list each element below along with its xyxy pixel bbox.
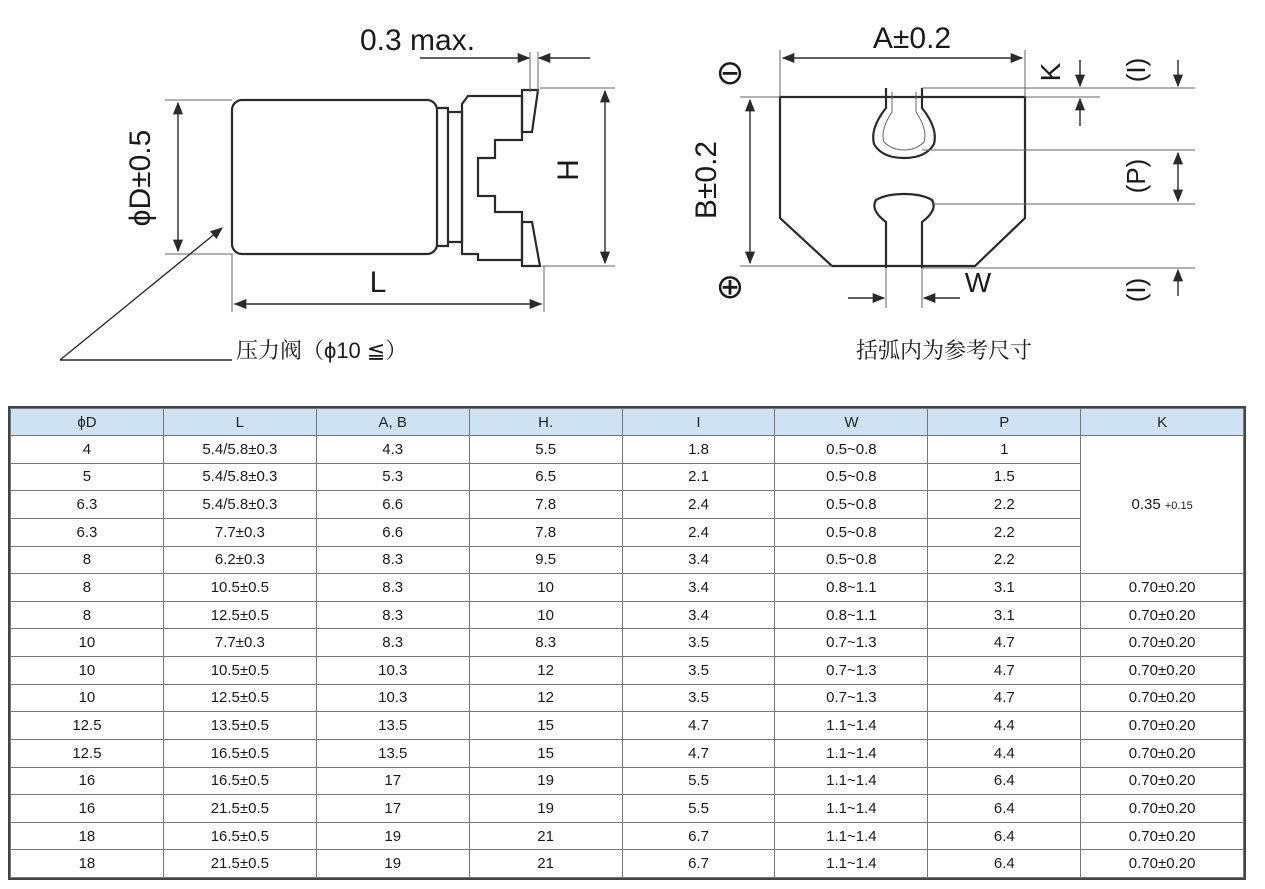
table-cell: 2.4 <box>622 491 775 519</box>
table-cell: 4.3 <box>316 436 469 464</box>
table-cell: 5.4/5.8±0.3 <box>163 463 316 491</box>
table-cell: 7.7±0.3 <box>163 629 316 657</box>
table-cell: 3.4 <box>622 601 775 629</box>
table-cell: 13.5 <box>316 739 469 767</box>
table-cell: 2.2 <box>928 518 1081 546</box>
table-cell: 0.70±0.20 <box>1081 712 1244 740</box>
table-cell: 6.3 <box>11 491 164 519</box>
table-row <box>11 822 1244 850</box>
table-cell: 7.7±0.3 <box>163 518 316 546</box>
table-row <box>11 436 1244 464</box>
table-cell: 6.4 <box>928 850 1081 878</box>
table-row <box>11 712 1244 740</box>
reference-note: 括弧内为参考尺寸 <box>855 338 1033 363</box>
header-length: L <box>163 409 316 436</box>
p-label: (P) <box>1121 158 1151 194</box>
table-cell: 3.1 <box>928 574 1081 602</box>
table-cell: 0.5~0.8 <box>775 491 928 519</box>
table-cell: 8.3 <box>316 574 469 602</box>
table-row <box>11 629 1244 657</box>
table-cell: 19 <box>316 850 469 878</box>
minus-symbol: ⊖ <box>715 54 745 92</box>
table-cell: 4.4 <box>928 739 1081 767</box>
table-cell: 10.5±0.5 <box>163 657 316 685</box>
table-cell: 12.5 <box>11 712 164 740</box>
table-cell: 3.5 <box>622 657 775 685</box>
table-cell: 0.70±0.20 <box>1081 601 1244 629</box>
table-cell: 6.2±0.3 <box>163 546 316 574</box>
table-cell: 1.1~1.4 <box>775 822 928 850</box>
table-cell: 5.3 <box>316 463 469 491</box>
k-merged-cell <box>1081 436 1244 574</box>
table-cell: 21 <box>469 850 622 878</box>
table-header-row <box>11 409 1244 436</box>
table-cell: 2.2 <box>928 546 1081 574</box>
table-cell: 12 <box>469 657 622 685</box>
table-cell: 17 <box>316 795 469 823</box>
table-cell: 6.4 <box>928 767 1081 795</box>
table-cell: 0.8~1.1 <box>775 601 928 629</box>
table-cell: 1.5 <box>928 463 1081 491</box>
table-cell: 8.3 <box>316 629 469 657</box>
capacitor-shoulder <box>437 108 448 246</box>
table-cell: 1.1~1.4 <box>775 739 928 767</box>
table-cell: 4.7 <box>928 629 1081 657</box>
base-plate-outline <box>780 97 1025 266</box>
table-cell: 3.4 <box>622 574 775 602</box>
side-view <box>60 24 615 363</box>
table-row <box>11 795 1244 823</box>
table-cell: 4.7 <box>928 684 1081 712</box>
header-w: W <box>775 409 928 436</box>
table-cell: 0.70±0.20 <box>1081 822 1244 850</box>
table-cell: 0.5~0.8 <box>775 546 928 574</box>
table-cell: 3.5 <box>622 684 775 712</box>
table-cell: 7.8 <box>469 491 622 519</box>
plus-symbol: ⊕ <box>715 268 745 306</box>
table-cell: 1.1~1.4 <box>775 850 928 878</box>
table-cell: 10 <box>11 684 164 712</box>
table-cell: 2.2 <box>928 491 1081 519</box>
table-cell: 0.7~1.3 <box>775 657 928 685</box>
table-cell: 8 <box>11 574 164 602</box>
dimension-table <box>10 408 1244 878</box>
table-cell: 0.70±0.20 <box>1081 739 1244 767</box>
dimension-drawing <box>0 0 1265 400</box>
table-row <box>11 684 1244 712</box>
header-ab: A, B <box>316 409 469 436</box>
table-cell: 1.1~1.4 <box>775 712 928 740</box>
table-cell: 0.70±0.20 <box>1081 850 1244 878</box>
capacitor-base <box>462 96 522 260</box>
w-label: W <box>964 267 992 298</box>
table-row <box>11 767 1244 795</box>
table-cell: 4.7 <box>928 657 1081 685</box>
table-cell: 0.70±0.20 <box>1081 684 1244 712</box>
table-cell: 10 <box>11 657 164 685</box>
table-cell: 4 <box>11 436 164 464</box>
table-cell: 18 <box>11 822 164 850</box>
table-row <box>11 491 1244 519</box>
table-cell: 6.7 <box>622 822 775 850</box>
header-p: P <box>928 409 1081 436</box>
table-row <box>11 850 1244 878</box>
table-cell: 4.4 <box>928 712 1081 740</box>
table-row <box>11 518 1244 546</box>
diameter-label: ϕD±0.5 <box>124 129 157 227</box>
table-row <box>11 739 1244 767</box>
table-cell: 1.1~1.4 <box>775 767 928 795</box>
table-row <box>11 463 1244 491</box>
height-label: H <box>552 159 585 181</box>
table-cell: 0.5~0.8 <box>775 518 928 546</box>
table-row <box>11 574 1244 602</box>
a-label: A±0.2 <box>872 22 952 55</box>
table-cell: 8 <box>11 601 164 629</box>
table-row <box>11 657 1244 685</box>
table-cell: 0.5~0.8 <box>775 463 928 491</box>
table-cell: 9.5 <box>469 546 622 574</box>
table-cell: 1.8 <box>622 436 775 464</box>
terminal-bottom <box>522 222 540 266</box>
table-cell: 19 <box>316 822 469 850</box>
table-cell: 8 <box>11 546 164 574</box>
table-cell: 16 <box>11 795 164 823</box>
table-cell: 18 <box>11 850 164 878</box>
b-label: B±0.2 <box>690 140 723 220</box>
table-row <box>11 601 1244 629</box>
table-cell: 0.8~1.1 <box>775 574 928 602</box>
table-cell: 19 <box>469 767 622 795</box>
table-cell: 0.5~0.8 <box>775 436 928 464</box>
table-cell: 12 <box>469 684 622 712</box>
table-cell: 12.5±0.5 <box>163 684 316 712</box>
table-cell: 10.3 <box>316 657 469 685</box>
table-cell: 4.7 <box>622 712 775 740</box>
table-cell: 6.4 <box>928 822 1081 850</box>
capacitor-body <box>232 100 437 254</box>
header-height: H. <box>469 409 622 436</box>
table-cell: 5.4/5.8±0.3 <box>163 436 316 464</box>
k-label: K <box>1035 62 1066 82</box>
table-cell: 0.7~1.3 <box>775 684 928 712</box>
table-cell: 16 <box>11 767 164 795</box>
table-cell: 5 <box>11 463 164 491</box>
table-cell: 8.3 <box>316 601 469 629</box>
table-cell: 21.5±0.5 <box>163 850 316 878</box>
i-bottom-label: (I) <box>1121 277 1151 303</box>
table-cell: 19 <box>469 795 622 823</box>
table-cell: 6.3 <box>11 518 164 546</box>
table-cell: 1.1~1.4 <box>775 795 928 823</box>
length-label: L <box>369 266 387 299</box>
table-cell: 5.5 <box>622 795 775 823</box>
dimension-table-container <box>8 406 1246 880</box>
valve-label: 压力阀（ϕ10 ≦） <box>236 338 408 363</box>
table-cell: 12.5 <box>11 739 164 767</box>
table-cell: 15 <box>469 712 622 740</box>
table-cell: 5.5 <box>622 767 775 795</box>
k-merged-value: 0.35 <box>1131 496 1161 514</box>
table-cell: 10.5±0.5 <box>163 574 316 602</box>
table-cell: 21 <box>469 822 622 850</box>
terminal-top <box>522 90 538 132</box>
table-cell: 5.4/5.8±0.3 <box>163 491 316 519</box>
table-cell: 17 <box>316 767 469 795</box>
table-row <box>11 546 1244 574</box>
table-cell: 0.70±0.20 <box>1081 795 1244 823</box>
i-top-label: (I) <box>1121 57 1151 83</box>
table-cell: 10 <box>469 574 622 602</box>
terminal-slot-top <box>873 88 935 158</box>
table-cell: 1 <box>928 436 1081 464</box>
top-view <box>690 22 1195 363</box>
table-cell: 13.5±0.5 <box>163 712 316 740</box>
table-cell: 21.5±0.5 <box>163 795 316 823</box>
table-cell: 0.7~1.3 <box>775 629 928 657</box>
max-label: 0.3 max. <box>360 24 476 57</box>
table-cell: 2.4 <box>622 518 775 546</box>
table-cell: 15 <box>469 739 622 767</box>
table-cell: 5.5 <box>469 436 622 464</box>
k-merged-tolerance: +0.15 <box>1164 500 1193 513</box>
table-cell: 3.1 <box>928 601 1081 629</box>
header-k: K <box>1081 409 1244 436</box>
table-cell: 8.3 <box>316 546 469 574</box>
table-cell: 0.70±0.20 <box>1081 574 1244 602</box>
table-cell: 6.6 <box>316 491 469 519</box>
table-cell: 10 <box>11 629 164 657</box>
table-cell: 2.1 <box>622 463 775 491</box>
table-cell: 16.5±0.5 <box>163 767 316 795</box>
table-cell: 0.70±0.20 <box>1081 767 1244 795</box>
table-cell: 0.70±0.20 <box>1081 629 1244 657</box>
table-cell: 12.5±0.5 <box>163 601 316 629</box>
table-cell: 10.3 <box>316 684 469 712</box>
table-cell: 10 <box>469 601 622 629</box>
table-cell: 6.4 <box>928 795 1081 823</box>
terminal-slot-bottom <box>874 194 933 268</box>
table-cell: 13.5 <box>316 712 469 740</box>
table-cell: 3.5 <box>622 629 775 657</box>
header-i: I <box>622 409 775 436</box>
table-cell: 6.6 <box>316 518 469 546</box>
table-cell: 7.8 <box>469 518 622 546</box>
table-cell: 8.3 <box>469 629 622 657</box>
table-cell: 6.5 <box>469 463 622 491</box>
table-cell: 16.5±0.5 <box>163 822 316 850</box>
table-cell: 3.4 <box>622 546 775 574</box>
table-cell: 0.70±0.20 <box>1081 657 1244 685</box>
table-cell: 4.7 <box>622 739 775 767</box>
header-diameter: ϕD <box>11 409 164 436</box>
table-cell: 6.7 <box>622 850 775 878</box>
table-cell: 16.5±0.5 <box>163 739 316 767</box>
